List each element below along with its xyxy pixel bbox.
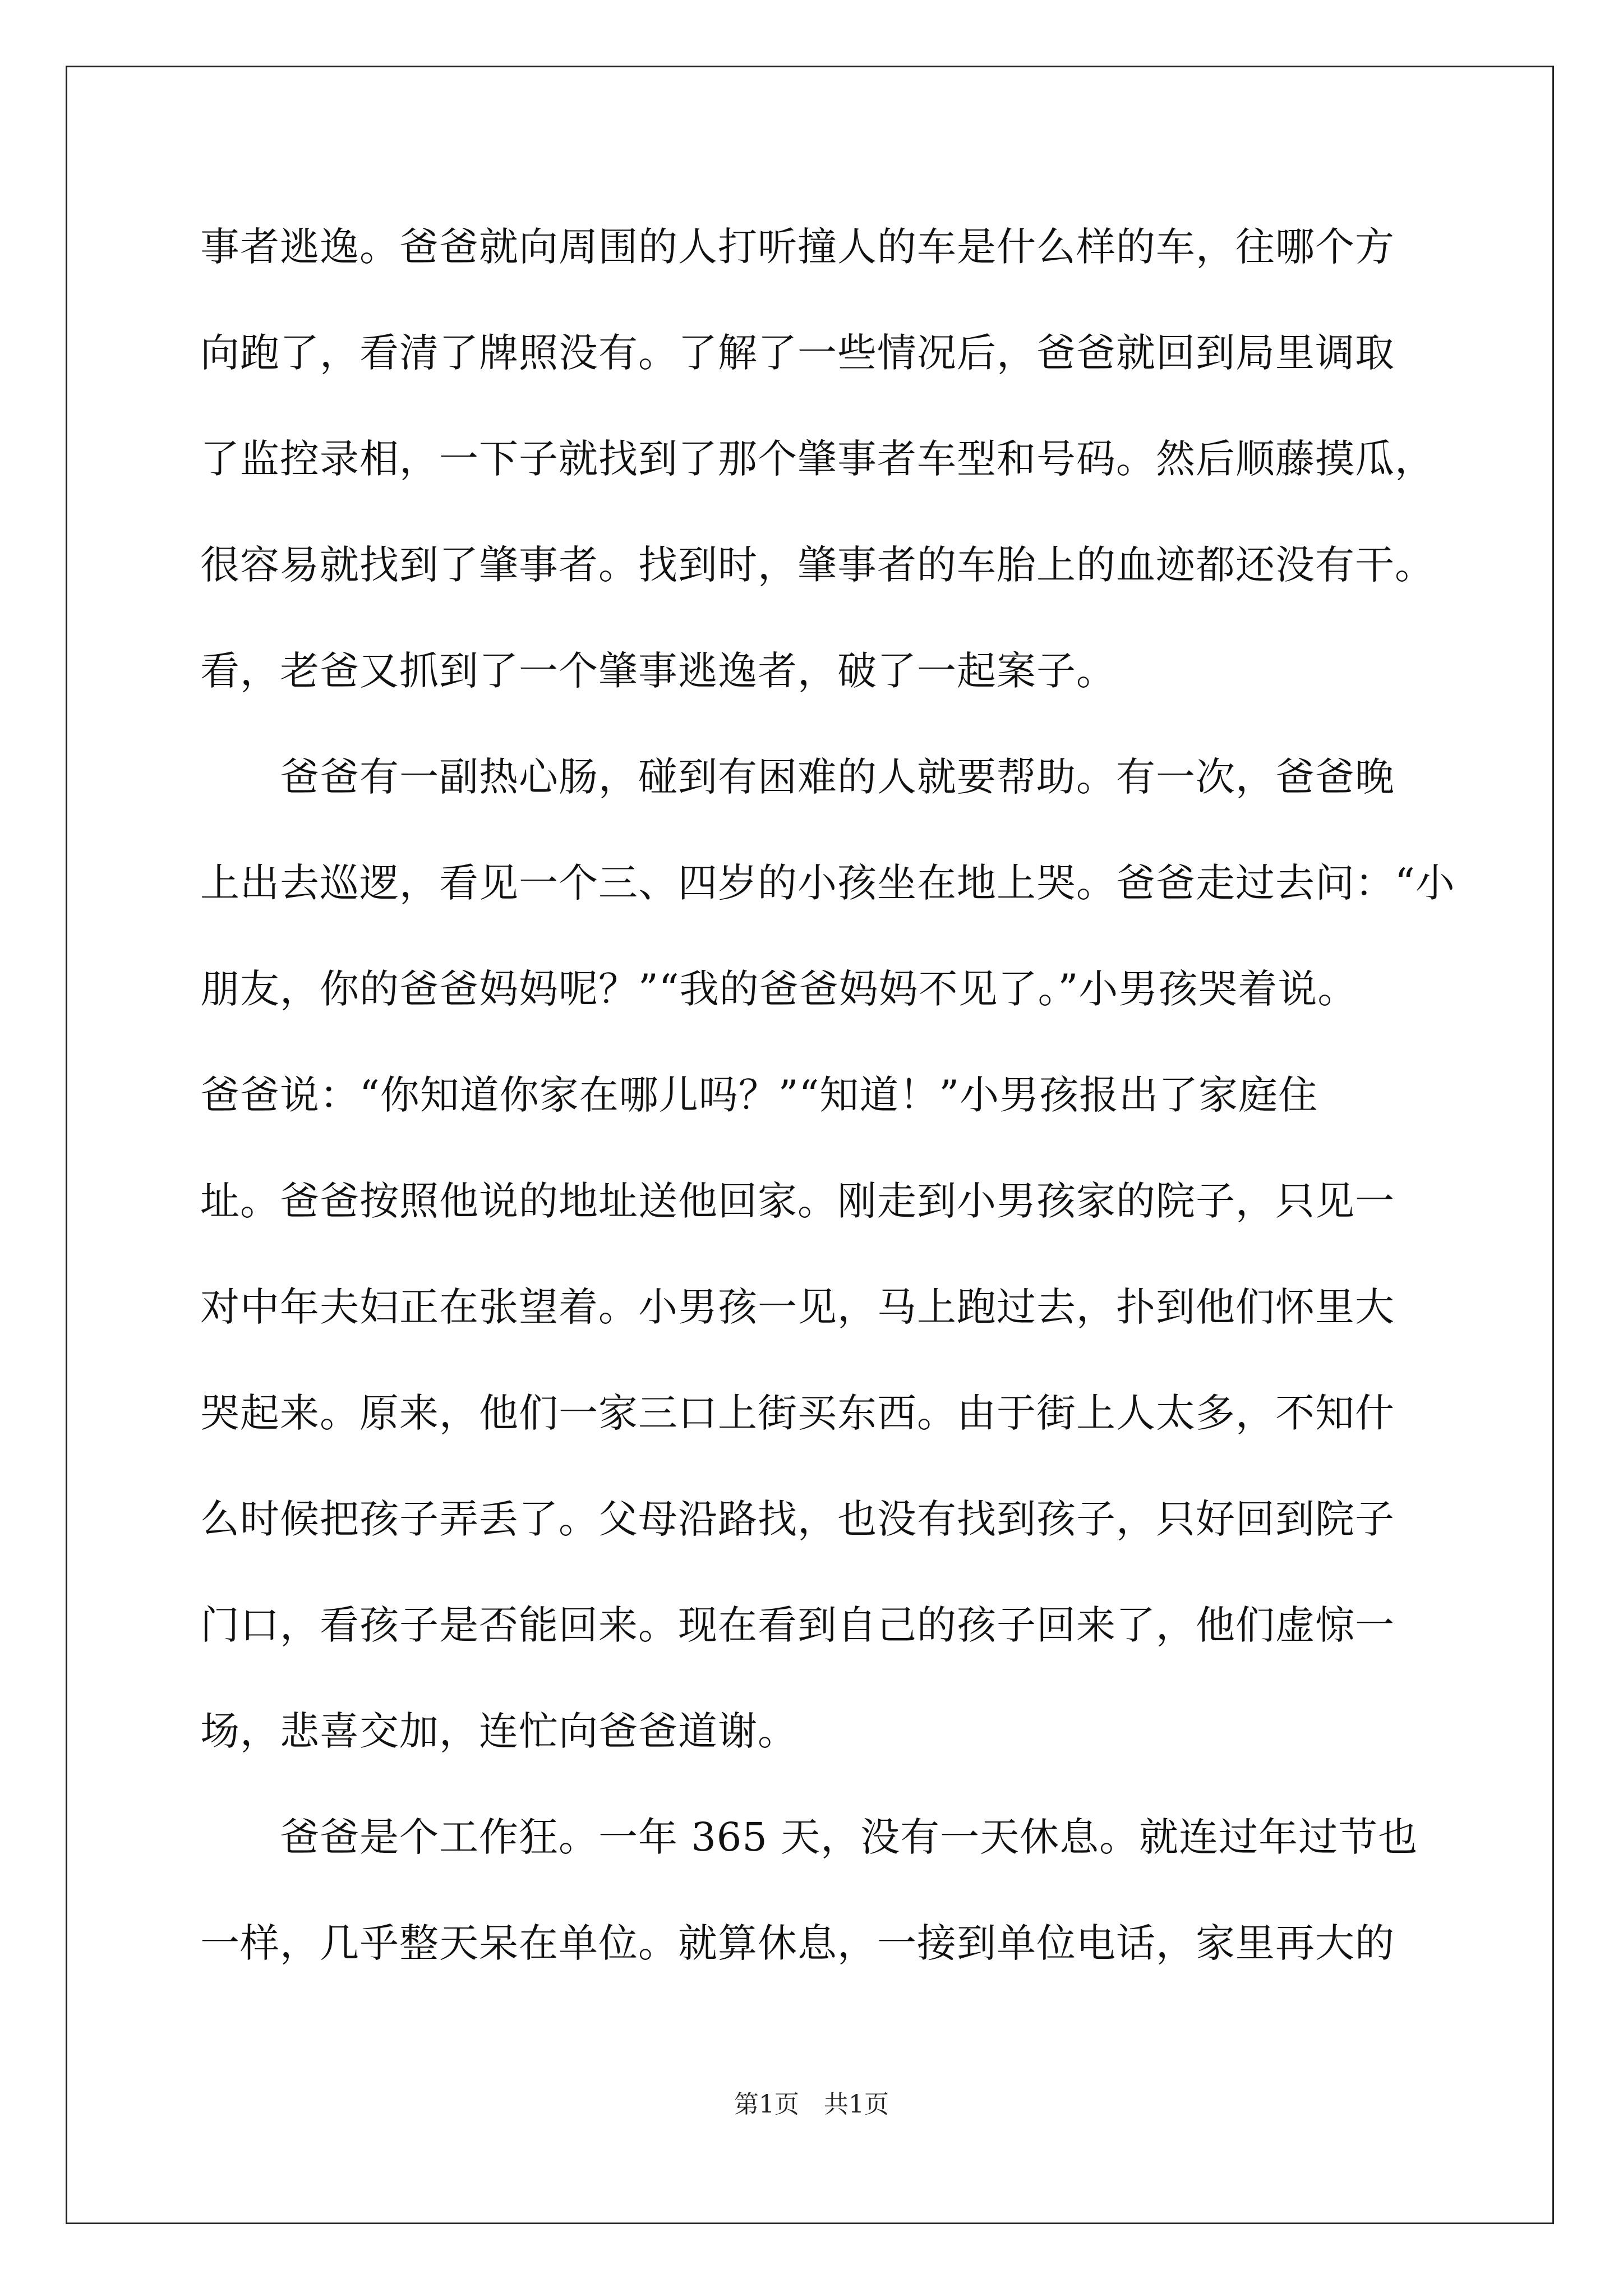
document-body: [200, 213, 1455, 2016]
text-line: 了监控录相，一下子就找到了那个肇事者车型和号码。然后顺藤摸瓜，: [200, 436, 1435, 482]
paragraph-first-line: 爸爸有一副热心肠，碰到有困难的人就要帮助。有一次，爸爸晚: [280, 754, 1395, 800]
text-line: 爸爸说：“你知道你家在哪儿吗？”“知道！”小男孩报出了家庭住: [200, 1072, 1318, 1118]
text-line: 上出去巡逻，看见一个三、四岁的小孩坐在地上哭。爸爸走过去问：“小: [200, 860, 1455, 906]
text-line: 门口，看孩子是否能回来。现在看到自己的孩子回来了，他们虚惊一: [200, 1602, 1395, 1648]
text-line: 场，悲喜交加，连忙向爸爸道谢。: [200, 1708, 797, 1754]
page-footer: 第1页 共1页: [734, 2090, 889, 2119]
text-line: 向跑了，看清了牌照没有。了解了一些情况后，爸爸就回到局里调取: [200, 330, 1395, 376]
text-line: 哭起来。原来，他们一家三口上街买东西。由于街上人太多，不知什: [200, 1390, 1395, 1436]
text-line: 对中年夫妇正在张望着。小男孩一见，马上跑过去，扑到他们怀里大: [200, 1284, 1395, 1330]
text-line: 事者逃逸。爸爸就向周围的人打听撞人的车是什么样的车，往哪个方: [200, 224, 1395, 270]
paragraph-first-line: 爸爸是个工作狂。一年 365 天，没有一天休息。就连过年过节也: [280, 1814, 1418, 1860]
text-line: 址。爸爸按照他说的地址送他回家。刚走到小男孩家的院子，只见一: [200, 1178, 1395, 1224]
text-line: 么时候把孩子弄丢了。父母沿路找，也没有找到孩子，只好回到院子: [200, 1496, 1395, 1542]
text-line: 看，老爸又抓到了一个肇事逃逸者，破了一起案子。: [200, 648, 1116, 694]
text-line: 很容易就找到了肇事者。找到时，肇事者的车胎上的血迹都还没有干。: [200, 542, 1435, 588]
text-line: 一样，几乎整天呆在单位。就算休息，一接到单位电话，家里再大的: [200, 1920, 1395, 1966]
text-line: 朋友，你的爸爸妈妈呢？”“我的爸爸妈妈不见了。”小男孩哭着说。: [200, 966, 1358, 1012]
